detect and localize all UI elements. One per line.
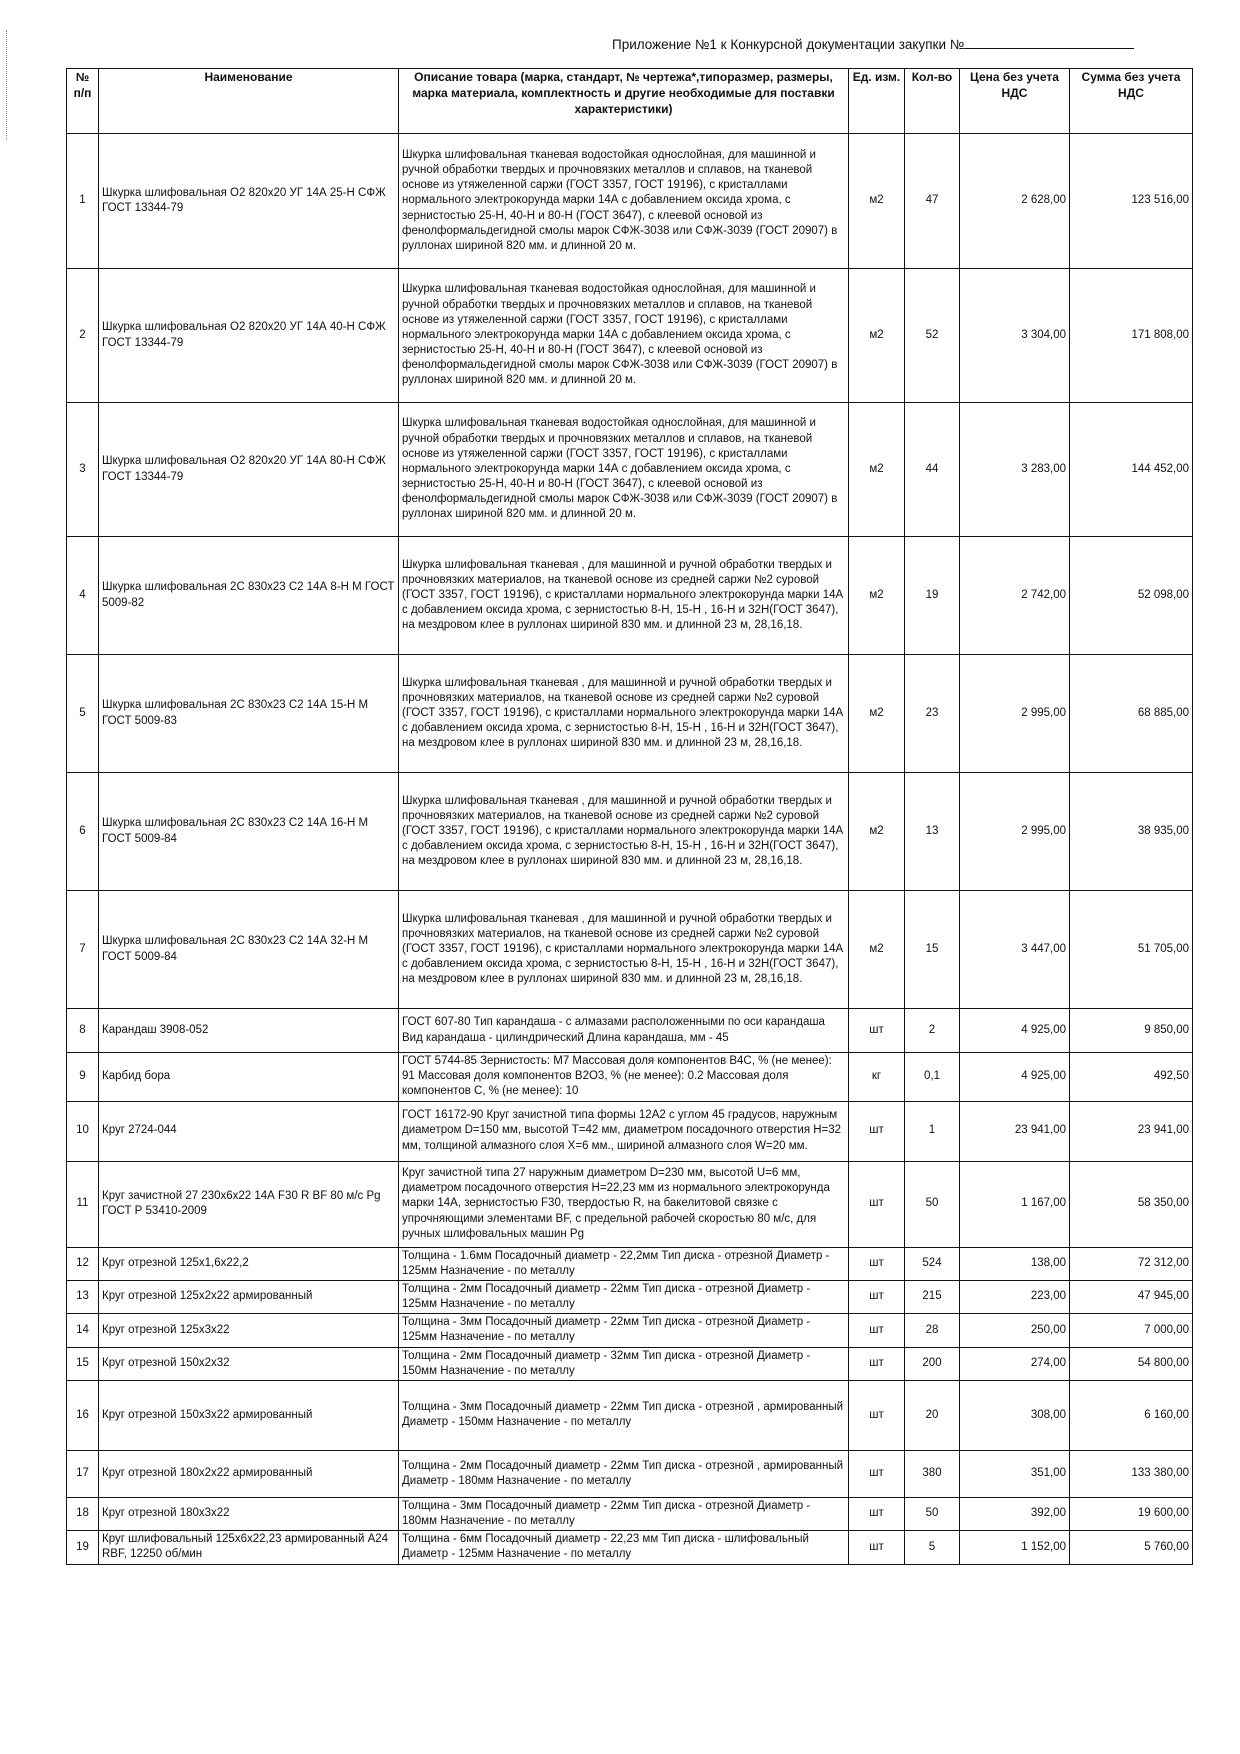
- col-header-description: Описание товара (марка, стандарт, № чертежа*,типоразмер, размеры, марка материала, комплектность и другие необходимые для поставки характеристики): [399, 69, 849, 134]
- cell-num: 11: [67, 1161, 99, 1247]
- table-row: [67, 1009, 1193, 1053]
- cell-price: 4 925,00: [960, 1009, 1070, 1053]
- cell-unit: шт: [849, 1280, 905, 1313]
- cell-qty: 13: [905, 773, 960, 891]
- cell-sum: 54 800,00: [1070, 1347, 1193, 1380]
- cell-sum: 144 452,00: [1070, 403, 1193, 537]
- cell-name: Карбид бора: [99, 1053, 399, 1102]
- specification-table: [66, 68, 1193, 1565]
- document-header: [612, 36, 1134, 52]
- cell-unit: шт: [849, 1497, 905, 1530]
- cell-num: 9: [67, 1053, 99, 1102]
- cell-description: Шкурка шлифовальная тканевая водостойкая однослойная, для машинной и ручной обработки твердых и прочновязких металлов и сплавов, на тканевой основе из утяжеленной саржи (ГОСТ 3357, ГОСТ 19196), с кристаллами нормального электрокорунда марки 14А с добавлением оксида хрома, с зернистостью 25-Н, 40-Н и 80-Н (ГОСТ 3647), с клеевой основой из фенолформальдегидной смолы марок СФЖ-3038 или СФЖ-3039 (ГОСТ 20907) в руллонах шириной 820 мм. и длинной 20 м.: [399, 134, 849, 269]
- cell-num: 14: [67, 1314, 99, 1347]
- cell-qty: 0,1: [905, 1053, 960, 1102]
- cell-description: Толщина - 3мм Посадочный диаметр - 22мм Тип диска - отрезной , армированный Диаметр - 150мм Назначение - по металлу: [399, 1380, 849, 1450]
- cell-num: 15: [67, 1347, 99, 1380]
- cell-description: Шкурка шлифовальная тканевая , для машинной и ручной обработки твердых и прочновязких материалов, на тканевой основе из средней саржи №2 суровой (ГОСТ 3357, ГОСТ 19196), с кристаллами нормального электрокорунда марки 14А с добавлением оксида хрома, с зернистостью 8-Н, 15-Н , 16-Н и 32Н(ГОСТ 3647), на мездровом клее в руллонах шириной 830 мм. и длинной 23 м, 28,16,18.: [399, 891, 849, 1009]
- cell-sum: 492,50: [1070, 1053, 1193, 1102]
- cell-qty: 200: [905, 1347, 960, 1380]
- table-row: [67, 1280, 1193, 1313]
- table-row: [67, 1347, 1193, 1380]
- cell-name: Круг шлифовальный 125х6х22,23 армированный А24 RBF, 12250 об/мин: [99, 1531, 399, 1564]
- table-row: [67, 1314, 1193, 1347]
- cell-qty: 28: [905, 1314, 960, 1347]
- cell-description: ГОСТ 5744-85 Зернистость: М7 Массовая доля компонентов В4С, % (не менее): 91 Массовая доля компонентов В2О3, % (не менее): 0.2 Массовая доля компонентов С, % (не менее): 10: [399, 1053, 849, 1102]
- cell-qty: 524: [905, 1247, 960, 1280]
- cell-sum: 9 850,00: [1070, 1009, 1193, 1053]
- cell-num: 12: [67, 1247, 99, 1280]
- cell-name: Шкурка шлифовальная О2 820х20 УГ 14А 25-Н СФЖ ГОСТ 13344-79: [99, 134, 399, 269]
- table-row: [67, 1497, 1193, 1530]
- cell-name: Шкурка шлифовальная 2С 830х23 С2 14А 32-Н М ГОСТ 5009-84: [99, 891, 399, 1009]
- cell-qty: 47: [905, 134, 960, 269]
- cell-unit: шт: [849, 1450, 905, 1497]
- cell-num: 2: [67, 269, 99, 403]
- cell-num: 17: [67, 1450, 99, 1497]
- cell-description: Шкурка шлифовальная тканевая водостойкая однослойная, для машинной и ручной обработки твердых и прочновязких металлов и сплавов, на тканевой основе из утяжеленной саржи (ГОСТ 3357, ГОСТ 19196), с кристаллами нормального электрокорунда марки 14А с добавлением оксида хрома, с зернистостью 25-Н, 40-Н и 80-Н (ГОСТ 3647), с клеевой основой из фенолформальдегидной смолы марок СФЖ-3038 или СФЖ-3039 (ГОСТ 20907) в руллонах шириной 820 мм. и длинной 20 м.: [399, 403, 849, 537]
- cell-unit: м2: [849, 269, 905, 403]
- cell-unit: м2: [849, 655, 905, 773]
- cell-qty: 15: [905, 891, 960, 1009]
- cell-price: 2 995,00: [960, 655, 1070, 773]
- table-row: [67, 1380, 1193, 1450]
- cell-unit: м2: [849, 403, 905, 537]
- cell-num: 7: [67, 891, 99, 1009]
- cell-description: Толщина - 1.6мм Посадочный диаметр - 22,2мм Тип диска - отрезной Диаметр - 125мм Назначение - по металлу: [399, 1247, 849, 1280]
- cell-qty: 5: [905, 1531, 960, 1564]
- cell-unit: шт: [849, 1380, 905, 1450]
- cell-price: 250,00: [960, 1314, 1070, 1347]
- table-row: [67, 537, 1193, 655]
- cell-qty: 44: [905, 403, 960, 537]
- cell-sum: 133 380,00: [1070, 1450, 1193, 1497]
- cell-sum: 5 760,00: [1070, 1531, 1193, 1564]
- cell-name: Круг отрезной 180х2х22 армированный: [99, 1450, 399, 1497]
- cell-description: Толщина - 3мм Посадочный диаметр - 22мм Тип диска - отрезной Диаметр - 180мм Назначение - по металлу: [399, 1497, 849, 1530]
- cell-qty: 2: [905, 1009, 960, 1053]
- cell-price: 274,00: [960, 1347, 1070, 1380]
- table-row: [67, 269, 1193, 403]
- cell-sum: 171 808,00: [1070, 269, 1193, 403]
- cell-sum: 123 516,00: [1070, 134, 1193, 269]
- cell-qty: 50: [905, 1161, 960, 1247]
- table-row: [67, 134, 1193, 269]
- table-row: [67, 1531, 1193, 1564]
- cell-qty: 1: [905, 1101, 960, 1161]
- cell-price: 138,00: [960, 1247, 1070, 1280]
- cell-sum: 47 945,00: [1070, 1280, 1193, 1313]
- table-row: [67, 1247, 1193, 1280]
- cell-num: 3: [67, 403, 99, 537]
- cell-price: 351,00: [960, 1450, 1070, 1497]
- col-header-name: Наименование: [99, 69, 399, 134]
- header-text: Приложение №1 к Конкурсной документации закупки №: [612, 37, 965, 52]
- cell-qty: 20: [905, 1380, 960, 1450]
- col-header-qty: Кол-во: [905, 69, 960, 134]
- col-header-sum: Сумма без учета НДС: [1070, 69, 1193, 134]
- cell-name: Круг отрезной 125х2х22 армированный: [99, 1280, 399, 1313]
- table-body: [67, 134, 1193, 1565]
- cell-num: 19: [67, 1531, 99, 1564]
- cell-num: 18: [67, 1497, 99, 1530]
- cell-sum: 38 935,00: [1070, 773, 1193, 891]
- cell-description: Шкурка шлифовальная тканевая , для машинной и ручной обработки твердых и прочновязких материалов, на тканевой основе из средней саржи №2 суровой (ГОСТ 3357, ГОСТ 19196), с кристаллами нормального электрокорунда марки 14А с добавлением оксида хрома, с зернистостью 8-Н, 15-Н , 16-Н и 32Н(ГОСТ 3647), на мездровом клее в руллонах шириной 830 мм. и длинной 23 м, 28,16,18.: [399, 537, 849, 655]
- cell-description: Толщина - 2мм Посадочный диаметр - 22мм Тип диска - отрезной Диаметр - 125мм Назначение - по металлу: [399, 1280, 849, 1313]
- cell-unit: шт: [849, 1009, 905, 1053]
- cell-qty: 50: [905, 1497, 960, 1530]
- cell-qty: 23: [905, 655, 960, 773]
- cell-sum: 6 160,00: [1070, 1380, 1193, 1450]
- table-row: [67, 1101, 1193, 1161]
- cell-price: 223,00: [960, 1280, 1070, 1313]
- cell-unit: м2: [849, 891, 905, 1009]
- table-row: [67, 655, 1193, 773]
- cell-price: 3 447,00: [960, 891, 1070, 1009]
- cell-unit: м2: [849, 537, 905, 655]
- cell-description: ГОСТ 16172-90 Круг зачистной типа формы 12А2 с углом 45 градусов, наружным диаметром D=150 мм, высотой Т=42 мм, диаметром посадочного отверстия Н=32 мм, толщиной алмазного слоя Х=6 мм., шириной алмазного слоя W=20 мм.: [399, 1101, 849, 1161]
- cell-price: 3 283,00: [960, 403, 1070, 537]
- cell-sum: 23 941,00: [1070, 1101, 1193, 1161]
- cell-price: 2 995,00: [960, 773, 1070, 891]
- col-header-num: № п/п: [67, 69, 99, 134]
- cell-name: Шкурка шлифовальная О2 820х20 УГ 14А 40-Н СФЖ ГОСТ 13344-79: [99, 269, 399, 403]
- table-row: [67, 1161, 1193, 1247]
- cell-description: Шкурка шлифовальная тканевая , для машинной и ручной обработки твердых и прочновязких материалов, на тканевой основе из средней саржи №2 суровой (ГОСТ 3357, ГОСТ 19196), с кристаллами нормального электрокорунда марки 14А с добавлением оксида хрома, с зернистостью 8-Н, 15-Н , 16-Н и 32Н(ГОСТ 3647), на мездровом клее в руллонах шириной 830 мм. и длинной 23 м, 28,16,18.: [399, 655, 849, 773]
- cell-qty: 380: [905, 1450, 960, 1497]
- cell-price: 392,00: [960, 1497, 1070, 1530]
- cell-unit: м2: [849, 134, 905, 269]
- cell-name: Круг зачистной 27 230х6х22 14А F30 R BF 80 м/с Рg ГОСТ Р 53410-2009: [99, 1161, 399, 1247]
- cell-unit: шт: [849, 1161, 905, 1247]
- cell-sum: 51 705,00: [1070, 891, 1193, 1009]
- cell-name: Шкурка шлифовальная 2С 830х23 С2 14А 8-Н М ГОСТ 5009-82: [99, 537, 399, 655]
- cell-description: Толщина - 3мм Посадочный диаметр - 22мм Тип диска - отрезной Диаметр - 125мм Назначение - по металлу: [399, 1314, 849, 1347]
- cell-sum: 19 600,00: [1070, 1497, 1193, 1530]
- cell-price: 2 628,00: [960, 134, 1070, 269]
- cell-price: 4 925,00: [960, 1053, 1070, 1102]
- cell-price: 3 304,00: [960, 269, 1070, 403]
- cell-unit: кг: [849, 1053, 905, 1102]
- col-header-unit: Ед. изм.: [849, 69, 905, 134]
- cell-name: Круг отрезной 125х1,6х22,2: [99, 1247, 399, 1280]
- cell-price: 2 742,00: [960, 537, 1070, 655]
- cell-name: Круг отрезной 125х3х22: [99, 1314, 399, 1347]
- cell-name: Круг 2724-044: [99, 1101, 399, 1161]
- header-blank-line: [964, 36, 1134, 49]
- cell-num: 1: [67, 134, 99, 269]
- col-header-price: Цена без учета НДС: [960, 69, 1070, 134]
- cell-price: 308,00: [960, 1380, 1070, 1450]
- cell-num: 5: [67, 655, 99, 773]
- cell-name: Круг отрезной 180х3х22: [99, 1497, 399, 1530]
- cell-unit: шт: [849, 1101, 905, 1161]
- cell-price: 1 167,00: [960, 1161, 1070, 1247]
- cell-qty: 215: [905, 1280, 960, 1313]
- cell-num: 4: [67, 537, 99, 655]
- scan-margin-marks: [6, 30, 11, 140]
- cell-description: Толщина - 6мм Посадочный диаметр - 22,23 мм Тип диска - шлифовальный Диаметр - 125мм Назначение - по металлу: [399, 1531, 849, 1564]
- table-row: [67, 1053, 1193, 1102]
- table-row: [67, 1450, 1193, 1497]
- cell-description: ГОСТ 607-80 Тип карандаша - с алмазами расположенными по оси карандаша Вид карандаша - цилиндрический Длина карандаша, мм - 45: [399, 1009, 849, 1053]
- cell-name: Шкурка шлифовальная 2С 830х23 С2 14А 15-Н М ГОСТ 5009-83: [99, 655, 399, 773]
- cell-unit: м2: [849, 773, 905, 891]
- table-row: [67, 773, 1193, 891]
- cell-num: 6: [67, 773, 99, 891]
- cell-name: Шкурка шлифовальная 2С 830х23 С2 14А 16-Н М ГОСТ 5009-84: [99, 773, 399, 891]
- cell-description: Шкурка шлифовальная тканевая , для машинной и ручной обработки твердых и прочновязких материалов, на тканевой основе из средней саржи №2 суровой (ГОСТ 3357, ГОСТ 19196), с кристаллами нормального электрокорунда марки 14А с добавлением оксида хрома, с зернистостью 8-Н, 15-Н , 16-Н и 32Н(ГОСТ 3647), на мездровом клее в руллонах шириной 830 мм. и длинной 23 м, 28,16,18.: [399, 773, 849, 891]
- cell-sum: 58 350,00: [1070, 1161, 1193, 1247]
- cell-description: Круг зачистной типа 27 наружным диаметром D=230 мм, высотой U=6 мм, диаметром посадочного отверстия Н=22,23 мм из нормального электрокорунда марки 14А, зернистостью F30, твердостью R, на бакелитовой связке с упрочняющими элементами BF, с предельной рабочей скоростью 80 м/с, для ручных шлифовальных машин Рg: [399, 1161, 849, 1247]
- cell-price: 1 152,00: [960, 1531, 1070, 1564]
- table-row: [67, 403, 1193, 537]
- table-row: [67, 891, 1193, 1009]
- cell-description: Толщина - 2мм Посадочный диаметр - 22мм Тип диска - отрезной , армированный Диаметр - 180мм Назначение - по металлу: [399, 1450, 849, 1497]
- cell-name: Шкурка шлифовальная О2 820х20 УГ 14А 80-Н СФЖ ГОСТ 13344-79: [99, 403, 399, 537]
- cell-qty: 19: [905, 537, 960, 655]
- cell-price: 23 941,00: [960, 1101, 1070, 1161]
- cell-sum: 68 885,00: [1070, 655, 1193, 773]
- cell-name: Круг отрезной 150х3х22 армированный: [99, 1380, 399, 1450]
- cell-name: Карандаш 3908-052: [99, 1009, 399, 1053]
- cell-num: 10: [67, 1101, 99, 1161]
- cell-num: 8: [67, 1009, 99, 1053]
- cell-name: Круг отрезной 150х2х32: [99, 1347, 399, 1380]
- cell-num: 13: [67, 1280, 99, 1313]
- cell-unit: шт: [849, 1247, 905, 1280]
- cell-sum: 7 000,00: [1070, 1314, 1193, 1347]
- cell-unit: шт: [849, 1531, 905, 1564]
- cell-description: Толщина - 2мм Посадочный диаметр - 32мм Тип диска - отрезной Диаметр - 150мм Назначение - по металлу: [399, 1347, 849, 1380]
- cell-unit: шт: [849, 1314, 905, 1347]
- cell-sum: 72 312,00: [1070, 1247, 1193, 1280]
- cell-description: Шкурка шлифовальная тканевая водостойкая однослойная, для машинной и ручной обработки твердых и прочновязких металлов и сплавов, на тканевой основе из утяжеленной саржи (ГОСТ 3357, ГОСТ 19196), с кристаллами нормального электрокорунда марки 14А с добавлением оксида хрома, с зернистостью 25-Н, 40-Н и 80-Н (ГОСТ 3647), с клеевой основой из фенолформальдегидной смолы марок СФЖ-3038 или СФЖ-3039 (ГОСТ 20907) в руллонах шириной 820 мм. и длинной 20 м.: [399, 269, 849, 403]
- cell-sum: 52 098,00: [1070, 537, 1193, 655]
- cell-num: 16: [67, 1380, 99, 1450]
- cell-qty: 52: [905, 269, 960, 403]
- table-header: [67, 69, 1193, 134]
- cell-unit: шт: [849, 1347, 905, 1380]
